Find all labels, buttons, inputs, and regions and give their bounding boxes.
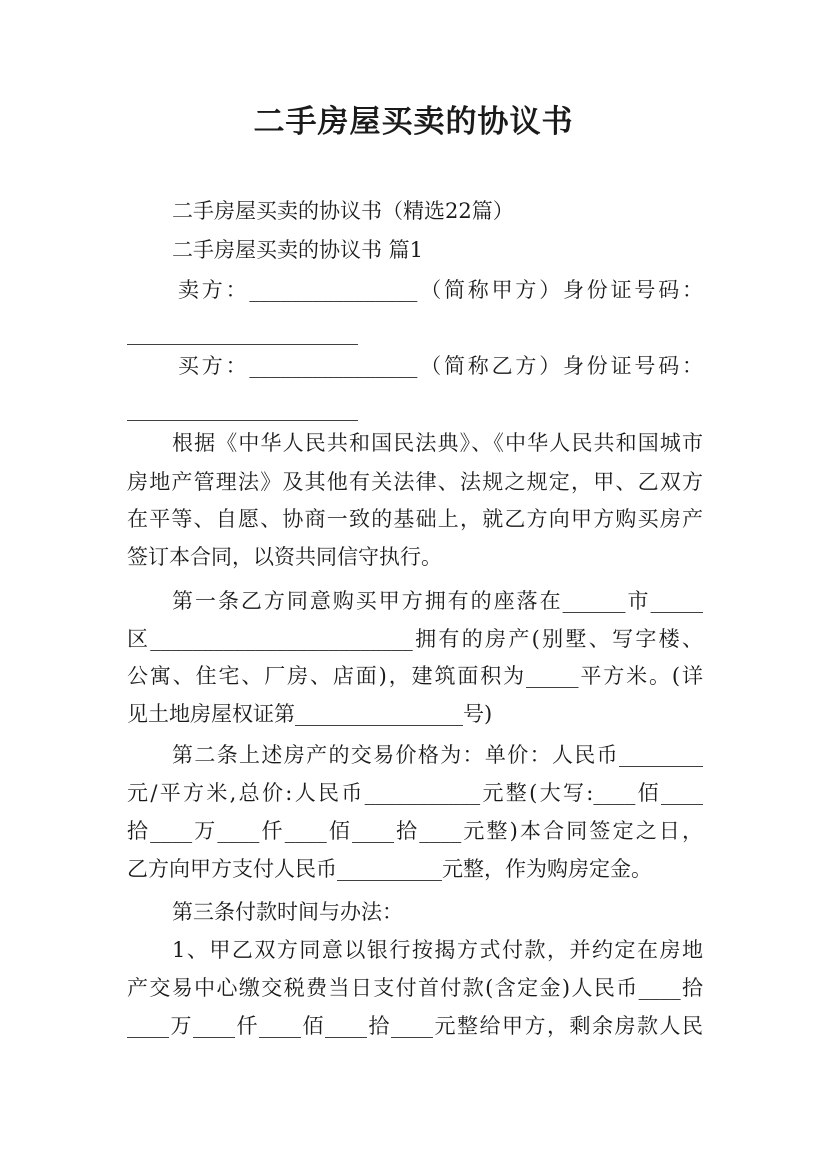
article-2-line: 第二条上述房产的交易价格为：单价：人民币________ bbox=[172, 743, 703, 767]
article-3-line: 1、甲乙双方同意以银行按揭方式付款，并约定在房地 bbox=[172, 938, 703, 962]
article-2-line: 拾____万____仟____佰____拾____元整)本合同签定之日， bbox=[127, 819, 703, 843]
seller-line: 卖方：________________（简称甲方）身份证号码： bbox=[178, 278, 703, 302]
article-3-line: 产交易中心缴交税费当日支付首付款(含定金)人民币____拾 bbox=[127, 976, 703, 1000]
article-1-line: 公寓、住宅、厂房、店面)，建筑面积为_____平方米。(详 bbox=[127, 664, 703, 688]
document-title: 二手房屋买卖的协议书 bbox=[253, 104, 574, 140]
paragraph-line: 房地产管理法》及其他有关法律、法规之规定，甲、乙双方 bbox=[127, 470, 703, 494]
buyer-id-blank: ______________________ bbox=[127, 397, 358, 421]
subtitle-line: 二手房屋买卖的协议书（精选22篇） bbox=[172, 199, 514, 223]
section-heading: 二手房屋买卖的协议书 篇1 bbox=[172, 238, 424, 262]
article-1-line: 第一条乙方同意购买甲方拥有的座落在______市_____ bbox=[172, 589, 703, 613]
article-3-line: ____万____仟____佰____拾____元整给甲方，剩余房款人民 bbox=[127, 1014, 703, 1038]
article-2-line: 元/平方米,总价:人民币___________元整(大写:____佰____ bbox=[127, 781, 703, 805]
article-2-line: 乙方向甲方支付人民币__________元整，作为购房定金。 bbox=[127, 857, 652, 881]
article-1-line: 见土地房屋权证第________________号) bbox=[127, 702, 493, 726]
buyer-line: 买方：________________（简称乙方）身份证号码： bbox=[178, 354, 703, 378]
article-3-heading: 第三条付款时间与办法： bbox=[172, 900, 403, 924]
paragraph-line: 签订本合同，以资共同信守执行。 bbox=[127, 545, 442, 569]
paragraph-line: 在平等、自愿、协商一致的基础上，就乙方向甲方购买房产 bbox=[127, 507, 703, 531]
article-1-line: 区_________________________拥有的房产(别墅、写字楼、 bbox=[127, 627, 703, 651]
seller-id-blank: ______________________ bbox=[127, 321, 358, 345]
paragraph-line: 根据《中华人民共和国民法典》、《中华人民共和国城市 bbox=[172, 431, 703, 455]
